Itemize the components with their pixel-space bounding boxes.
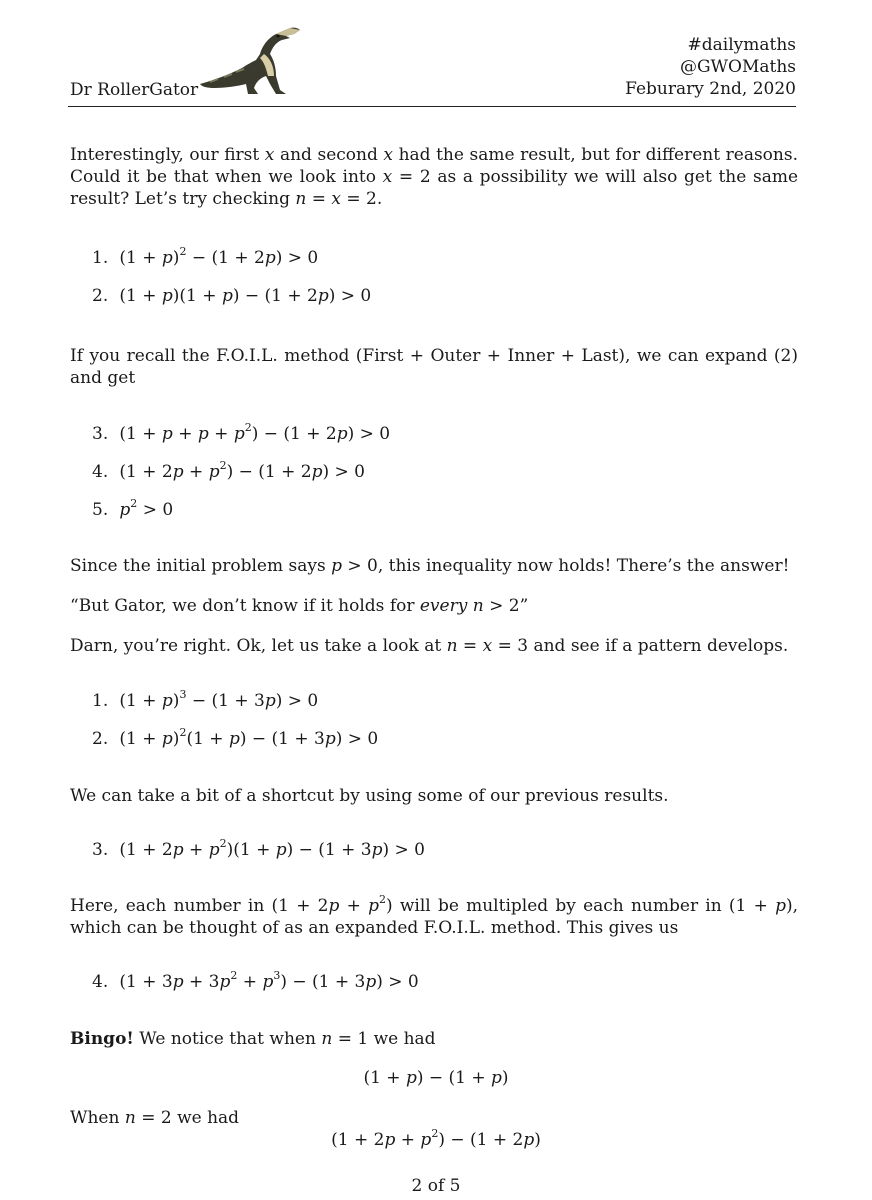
hashtag: #dailymaths — [687, 35, 796, 55]
paragraph-multiply: Here, each number in $(1 + 2p + p^2)$ will be multipled by each number in (1 + p), which can be thought of as an expanded F.O.I.L. method. This gives us — [70, 893, 798, 938]
equation-1: 1. $(1 + p)^2 - (1 + 2p) > 0$ — [92, 245, 319, 268]
equation-2: 2. (1 + p)(1 + p) − (1 + 2p) > 0 — [92, 286, 372, 306]
paragraph-pattern: Darn, you’re right. Ok, let us take a look at n = x = 3 and see if a pattern develops. — [70, 636, 789, 656]
paragraph-answer: Since the initial problem says p > 0, this inequality now holds! There’s the answer! — [70, 556, 790, 576]
paragraph-n2: When n = 2 we had — [70, 1108, 240, 1128]
equation-7: 2. $(1 + p)^2(1 + p) - (1 + 3p) > 0$ — [92, 726, 379, 749]
header-rule — [68, 106, 796, 107]
date: Feburary 2nd, 2020 — [625, 79, 796, 99]
equation-5: 5. $p^2 > 0$ — [92, 497, 174, 520]
equation-8: 3. $(1 + 2p + p^2)(1 + p) - (1 + 3p) > 0$ — [92, 837, 425, 860]
equation-6: 1. $(1 + p)^3 - (1 + 3p) > 0$ — [92, 688, 319, 711]
alligator-mascot-icon — [190, 24, 302, 100]
equation-4: 4. $(1 + 2p + p^2) - (1 + 2p) > 0$ — [92, 459, 365, 482]
header-right — [625, 34, 796, 100]
handle: @GWOMaths — [679, 57, 796, 77]
display-equation-n2: $(1 + 2p + p^2) - (1 + 2p)$ — [331, 1127, 541, 1150]
author-name: Dr RollerGator — [70, 80, 199, 100]
page-number: 2 of 5 — [411, 1176, 461, 1196]
paragraph-bingo: Bingo! We notice that when n = 1 we had — [70, 1029, 436, 1049]
paragraph-shortcut: We can take a bit of a shortcut by using some of our previous results. — [70, 786, 669, 806]
paragraph-foil: If you recall the F.O.I.L. method (First + Outer + Inner + Last), we can expand (2) and get — [70, 346, 798, 388]
equation-3: 3. $(1 + p + p + p^2) - (1 + 2p) > 0$ — [92, 421, 391, 444]
equation-9: 4. $(1 + 3p + 3p^2 + p^3) - (1 + 3p) > 0$ — [92, 969, 419, 992]
paragraph-intro: Interestingly, our first x and second x had the same result, but for different reasons. Could it be that when we look into x = 2 as a possibility we will also get the same result? Let’s try checking n = x = 2. — [70, 145, 799, 209]
paragraph-question: “But Gator, we don’t know if it holds for every n > 2” — [70, 596, 529, 616]
display-equation-n1: (1 + p) − (1 + p) — [363, 1068, 509, 1088]
